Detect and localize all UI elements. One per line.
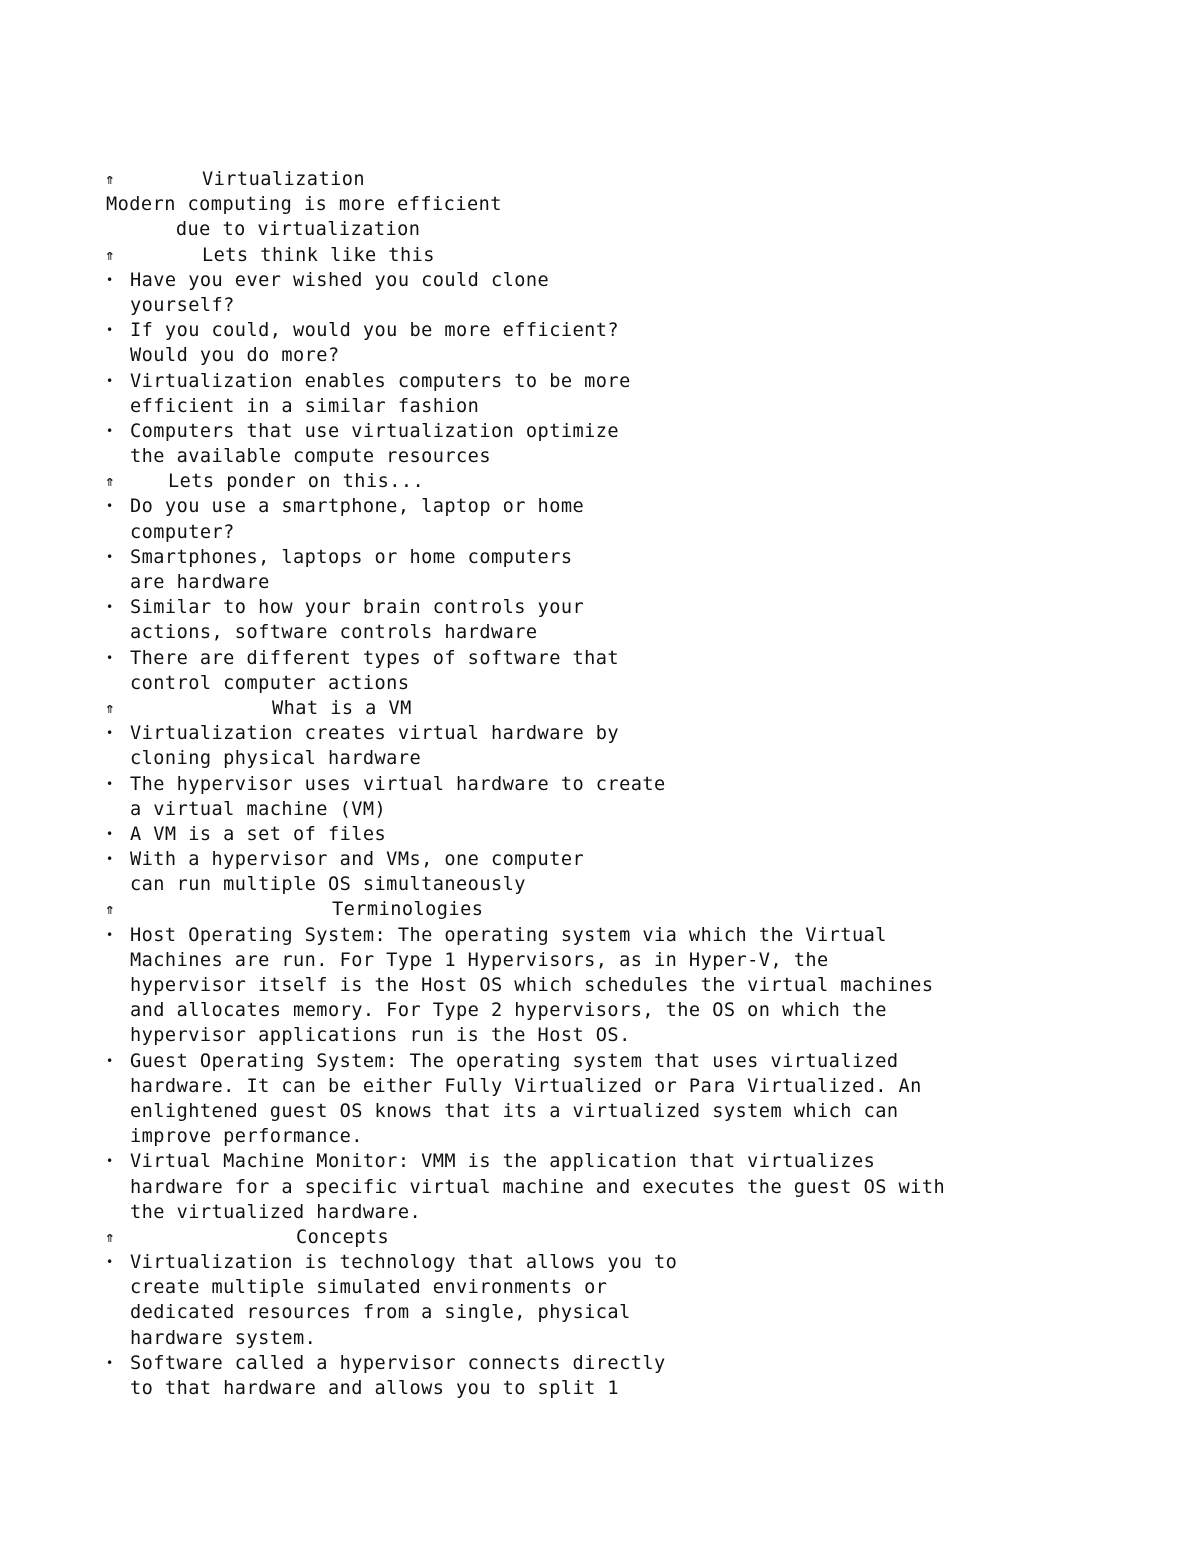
bullet-text [130, 494, 1166, 544]
bullet-item [106, 494, 1166, 544]
bullet-text [130, 419, 1166, 469]
bullet-text-line: hypervisor itself is the Host OS which schedules the virtual machines [130, 975, 934, 996]
bullet-text-line: A VM is a set of files [130, 823, 387, 845]
bullet-text [130, 268, 1166, 318]
bullet-dot-icon: • [106, 499, 114, 514]
bullet-text-line: Computers that use virtualization optimize [130, 420, 620, 442]
bullet-dot-icon: • [106, 600, 114, 615]
bullet-dot-icon: • [106, 1053, 114, 1068]
bullet-dot-icon: • [106, 726, 114, 741]
section-heading [106, 469, 1166, 494]
document-body [106, 167, 1166, 1401]
bullet-text [130, 1351, 1166, 1401]
bullet-text-line: dedicated resources from a single, physical [130, 1302, 631, 1324]
intro-line: Modern computing is more efficient [106, 194, 502, 216]
section-heading [106, 167, 1166, 192]
bullet-item [106, 419, 1166, 469]
bullet-text-line: Virtualization enables computers to be more [130, 370, 631, 392]
bullet-item [106, 1049, 1166, 1150]
bullet-dot-icon: • [106, 373, 114, 388]
bullet-text [130, 1250, 1166, 1351]
bullet-text-line: Host Operating System: The operating system via which the Virtual [130, 924, 887, 946]
bullet-dot-icon: • [106, 423, 114, 438]
bullet-text-line: Do you use a smartphone, laptop or home [130, 496, 585, 518]
arrow-up-icon: ⇑ [104, 1227, 116, 1246]
bullet-text-line: If you could, would you be more efficient? [130, 320, 620, 342]
bullet-text-line: Virtualization is technology that allows you to [130, 1252, 678, 1274]
arrow-up-icon: ⇑ [104, 472, 116, 491]
section-heading-text: Lets think like this [202, 244, 435, 266]
bullet-text-line: the available compute resources [130, 446, 491, 468]
bullet-item [106, 1351, 1166, 1401]
bullet-item [106, 268, 1166, 318]
bullet-dot-icon: • [106, 927, 114, 942]
bullet-text-line: the virtualized hardware. [130, 1201, 422, 1223]
bullet-text [130, 772, 1166, 822]
bullet-text-line: The hypervisor uses virtual hardware to create [130, 773, 666, 795]
bullet-text-line: create multiple simulated environments or [130, 1277, 608, 1299]
bullet-text-line: yourself? [130, 294, 235, 316]
bullet-text [130, 923, 1166, 1049]
bullet-text [130, 1149, 1166, 1225]
bullet-text-line: efficient in a similar fashion [130, 395, 480, 417]
section-heading-text: Terminologies [332, 899, 484, 921]
bullet-text [130, 369, 1166, 419]
bullet-dot-icon: • [106, 549, 114, 564]
bullet-text-line: Virtual Machine Monitor: VMM is the application that virtualizes [130, 1151, 876, 1173]
bullet-text [130, 318, 1166, 368]
bullet-text-line: actions, software controls hardware [130, 622, 538, 644]
bullet-text-line: Have you ever wished you could clone [130, 269, 550, 291]
bullet-text [130, 646, 1166, 696]
section-heading-text: What is a VM [272, 697, 412, 719]
bullet-text-line: Virtualization creates virtual hardware by [130, 723, 620, 745]
bullet-text [130, 822, 1166, 847]
arrow-up-icon: ⇑ [104, 698, 116, 717]
bullet-text [130, 847, 1166, 897]
bullet-text-line: and allocates memory. For Type 2 hypervisors, the OS on which the [130, 1000, 887, 1022]
bullet-text-line: Guest Operating System: The operating system that uses virtualized [130, 1050, 899, 1072]
section-heading [106, 243, 1166, 268]
bullet-text-line: hardware for a specific virtual machine and executes the guest OS with [130, 1176, 946, 1198]
bullet-text-line: hardware system. [130, 1327, 317, 1349]
bullet-text-line: hardware. It can be either Fully Virtualized or Para Virtualized. An [130, 1075, 922, 1097]
bullet-item [106, 318, 1166, 368]
bullet-text [130, 721, 1166, 771]
bullet-text-line: computer? [130, 521, 235, 543]
bullet-item [106, 1250, 1166, 1351]
bullet-text-line: a virtual machine (VM) [130, 798, 387, 820]
section-heading [106, 897, 1166, 922]
arrow-up-icon: ⇑ [104, 170, 116, 188]
bullet-text-line: enlightened guest OS knows that its a virtualized system which can [130, 1100, 899, 1122]
section-heading-text: Concepts [296, 1226, 390, 1248]
bullet-text-line: improve performance. [130, 1126, 363, 1148]
section-heading [106, 696, 1166, 721]
bullet-text-line: hypervisor applications run is the Host OS. [130, 1025, 631, 1047]
bullet-text-line: Would you do more? [130, 345, 340, 367]
bullet-dot-icon: • [106, 826, 114, 841]
bullet-dot-icon: • [106, 1154, 114, 1169]
bullet-text-line: are hardware [130, 572, 270, 593]
section-heading [106, 1225, 1166, 1250]
bullet-item [106, 822, 1166, 847]
bullet-text-line: Machines are run. For Type 1 Hypervisors, as in Hyper-V, the [130, 949, 829, 971]
bullet-text-line: to that hardware and allows you to split 1 [130, 1378, 620, 1399]
bullet-text-line: can run multiple OS simultaneously [130, 874, 526, 896]
arrow-up-icon: ⇑ [104, 900, 116, 919]
bullet-dot-icon: • [106, 776, 114, 791]
bullet-text [130, 545, 1166, 595]
bullet-dot-icon: • [106, 272, 114, 287]
bullet-item [106, 545, 1166, 595]
bullet-text [130, 595, 1166, 645]
bullet-item [106, 369, 1166, 419]
section-heading-text: Virtualization [202, 169, 366, 190]
intro-line: due to virtualization [106, 219, 421, 241]
bullet-text-line: There are different types of software that [130, 647, 620, 669]
bullet-item [106, 595, 1166, 645]
bullet-text-line: cloning physical hardware [130, 748, 422, 770]
bullet-item [106, 847, 1166, 897]
bullet-text-line: With a hypervisor and VMs, one computer [130, 849, 585, 871]
bullet-item [106, 772, 1166, 822]
bullet-text-line: Software called a hypervisor connects directly [130, 1352, 666, 1374]
bullet-text-line: Smartphones, laptops or home computers [130, 546, 573, 568]
bullet-text-line: Similar to how your brain controls your [130, 597, 585, 619]
bullet-item [106, 1149, 1166, 1225]
bullet-item [106, 646, 1166, 696]
bullet-dot-icon: • [106, 1255, 114, 1270]
section-heading-text: Lets ponder on this... [168, 471, 425, 493]
bullet-item [106, 721, 1166, 771]
bullet-dot-icon: • [106, 323, 114, 338]
bullet-dot-icon: • [106, 852, 114, 867]
bullet-item [106, 923, 1166, 1049]
arrow-up-icon: ⇑ [104, 245, 116, 264]
bullet-text [130, 1049, 1166, 1150]
bullet-text-line: control computer actions [130, 672, 410, 694]
bullet-dot-icon: • [106, 650, 114, 665]
bullet-dot-icon: • [106, 1355, 114, 1370]
